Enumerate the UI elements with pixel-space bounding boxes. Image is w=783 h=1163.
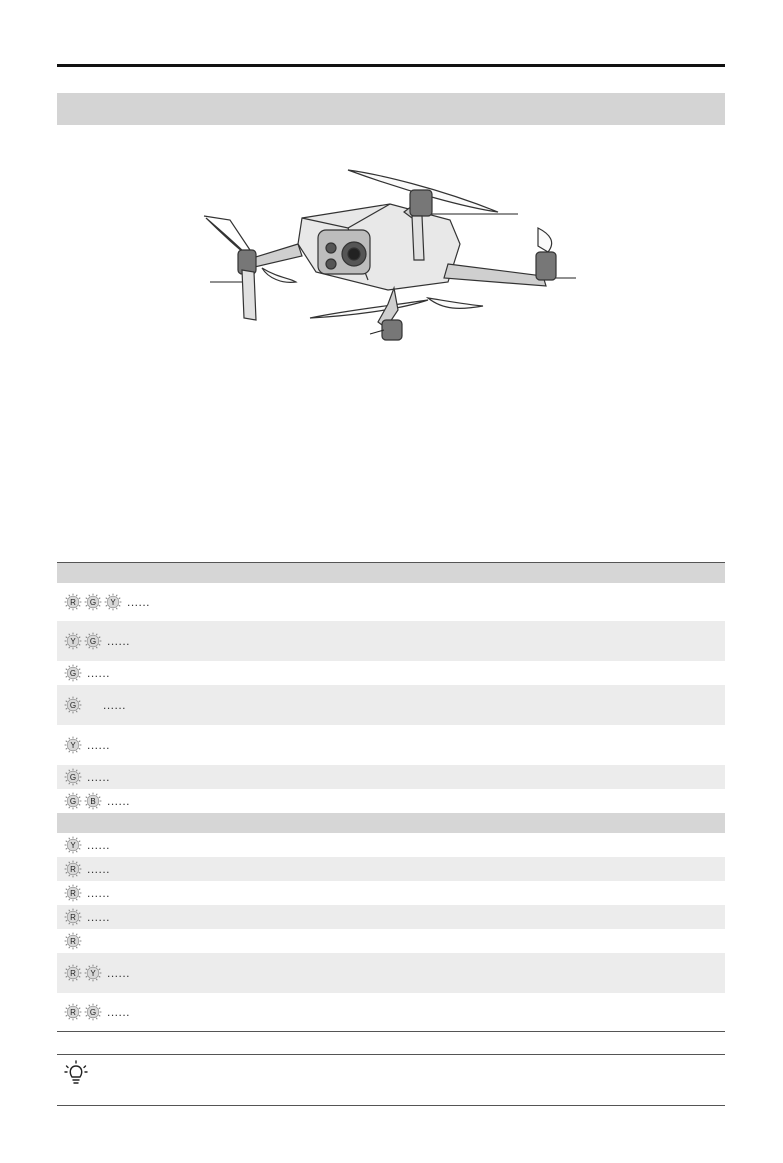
led-table-row [57,833,725,857]
led-green-icon [64,664,82,682]
blink-dots: ...... [87,770,111,784]
led-red-icon [64,964,82,982]
led-pattern [64,736,725,754]
led-yellow-icon [64,836,82,854]
note-top-rule [57,1054,725,1055]
warning-states-header [57,813,725,833]
led-table-row [57,993,725,1032]
led-letter: R [70,865,76,874]
led-letter: R [70,598,76,607]
blink-dots: ...... [87,886,111,900]
led-letter: B [90,797,96,806]
led-red-icon [64,1003,82,1021]
led-pattern [64,932,725,950]
blink-dots: ...... [127,595,151,609]
led-letter: G [89,598,97,607]
led-letter: R [70,1008,76,1017]
led-table-row [57,953,725,993]
led-green-icon [64,696,82,714]
led-letter: G [69,701,77,710]
led-table-row [57,685,725,725]
led-yellow-icon [84,964,102,982]
normal-states-header [57,563,725,584]
led-letter: Y [70,741,76,750]
led-red-icon [64,884,82,902]
blink-dots: ...... [87,666,111,680]
led-table-row [57,765,725,789]
led-green-icon [84,593,102,611]
led-pattern [64,860,725,878]
led-table-row [57,661,725,685]
led-green-icon [84,632,102,650]
led-letter: Y [70,841,76,850]
led-letter: R [70,913,76,922]
led-pattern [64,964,725,982]
led-table-row [57,621,725,661]
blink-dots: ...... [107,794,131,808]
blink-dots: ...... [87,862,111,876]
top-rule [57,64,725,67]
led-letter: R [70,937,76,946]
blink-dots: ...... [107,966,131,980]
led-letter: Y [110,598,116,607]
led-blue-icon [84,792,102,810]
led-letter: G [69,773,77,782]
blink-dots: ...... [87,838,111,852]
led-table-row [57,725,725,765]
led-pattern [64,836,725,854]
led-table-row [57,905,725,929]
led-table-row [57,583,725,621]
led-yellow-icon [64,632,82,650]
led-pattern [64,664,725,682]
blink-dots: ...... [107,634,131,648]
led-green-icon [64,792,82,810]
led-status-table [57,562,725,1032]
led-red-icon [64,593,82,611]
led-green-icon [84,1003,102,1021]
blink-dots: ...... [87,738,111,752]
led-pattern [64,884,725,902]
led-table-row [57,881,725,905]
led-pattern [64,632,725,650]
led-letter: R [70,969,76,978]
led-letter: G [69,669,77,678]
led-pattern [64,696,725,714]
led-red-icon [64,860,82,878]
lightbulb-icon [64,1060,88,1086]
blink-dots: ...... [87,910,111,924]
led-letter: G [89,1008,97,1017]
led-table-row [57,857,725,881]
aircraft-illustration [198,160,588,350]
led-red-icon [64,932,82,950]
led-green-icon [64,768,82,786]
led-letter: Y [70,637,76,646]
led-letter: R [70,889,76,898]
section-title-bar [57,93,725,125]
blink-dots: ...... [103,698,127,712]
led-pattern [64,908,725,926]
led-pattern [64,593,725,611]
led-letter: G [69,797,77,806]
led-yellow-icon [64,736,82,754]
led-table-row [57,929,725,953]
led-yellow-icon [104,593,122,611]
led-letter: G [89,637,97,646]
note-bottom-rule [57,1105,725,1106]
led-pattern [64,1003,725,1021]
blink-dots: ...... [107,1005,131,1019]
led-red-icon [64,908,82,926]
led-pattern [64,792,725,810]
led-pattern [64,768,725,786]
led-letter: Y [90,969,96,978]
led-table-row [57,789,725,813]
